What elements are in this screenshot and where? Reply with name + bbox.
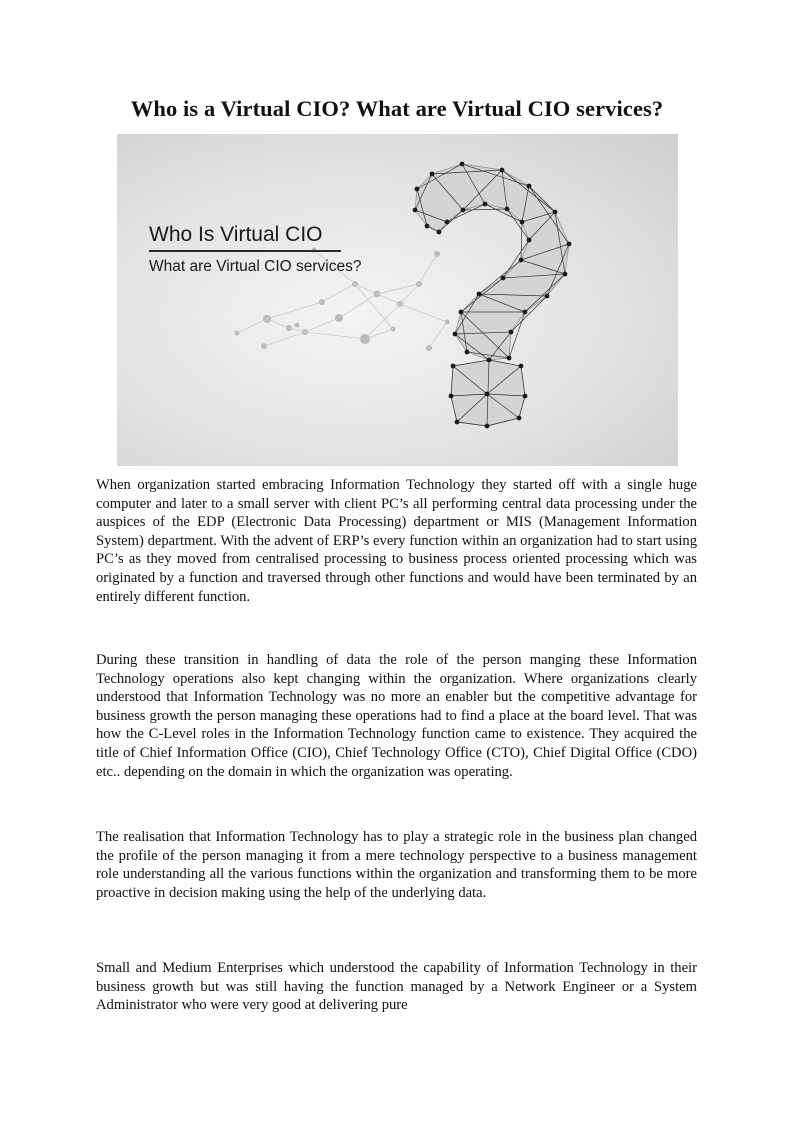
paragraph-3: The realisation that Information Technology has to play a strategic role in the business plan changed the profile of the person managing it from a mere technology perspective to a business management role understanding all the various functions within the organization and transforming them to be more proactive in decision making using the help of the underlying data. — [96, 829, 697, 901]
paragraph-1: When organization started embracing Information Technology they started off with a single huge computer and later to a small server with client PC’s all performing central data processing under the auspices of the EDP (Electronic Data Processing) department or MIS (Management Information System) department. With the advent of ERP’s every function within an organization had to start using PC’s as they moved from centralised processing to business process oriented processing which was originated by a function and traversed through other functions and would have been terminated by an entirely different function. — [96, 477, 697, 605]
hero-image — [117, 134, 678, 466]
hero-headline-underline — [149, 250, 341, 252]
question-mark-network-icon — [117, 134, 678, 466]
paragraph-2: During these transition in handling of data the role of the person manging these Information Technology operations also kept changing within the organization. Where organizations clearly understood that Information Technology was no more an enabler but the competitive advantage for business growth the person managing these operations had to find a place at the board level. That was how the C-Level roles in the Information Technology function came to existence. They acquired the title of Chief Information Office (CIO), Chief Technology Office (CTO), Chief Digital Office (CDO) etc.. depending on the domain in which the organization was operating. — [96, 652, 697, 780]
paragraph-4: Small and Medium Enterprises which understood the capability of Information Technology in their business growth but was still having the function managed by a Network Engineer or a System Administrator who were very good at delivering pure — [96, 960, 697, 1014]
hero-headline: Who Is Virtual CIO — [149, 223, 323, 246]
page-title: Who is a Virtual CIO? What are Virtual CIO services? — [130, 96, 664, 121]
hero-subheadline: What are Virtual CIO services? — [149, 258, 362, 275]
